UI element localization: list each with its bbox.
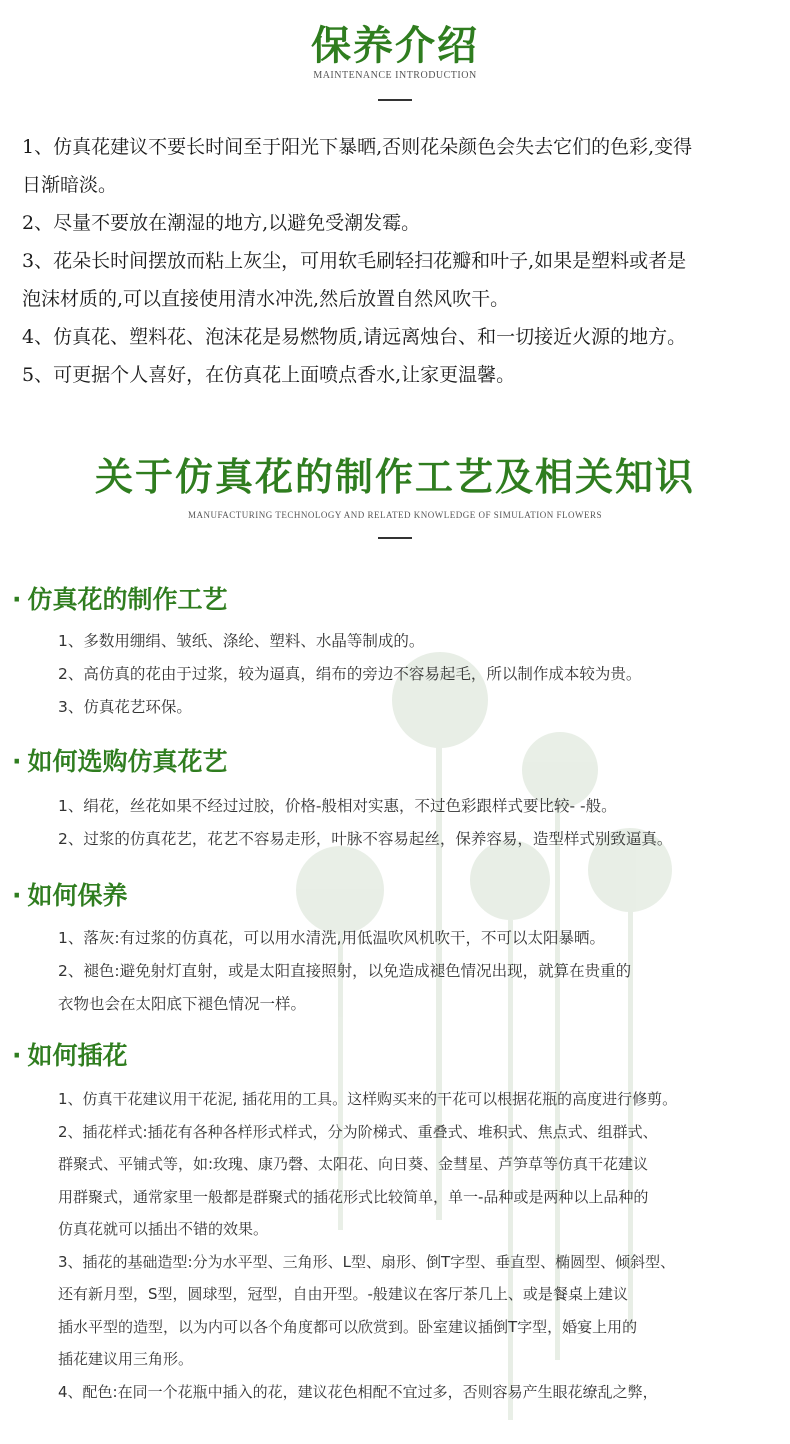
list-item: 插花建议用三角形。	[58, 1350, 194, 1368]
list-item: 用群聚式，通常家里一般都是群聚式的插花形式比较简单，单一-品种或是两种以上品种的	[58, 1187, 649, 1206]
buying-list	[58, 790, 778, 856]
list-item: 仿真花就可以插出不错的效果。	[58, 1220, 269, 1238]
list-item: 1、绢花，丝花如果不经过过胶，价格-般相对实惠，不过色彩跟样式要比较- -般。	[58, 797, 617, 815]
maintenance-item: 4、仿真花、塑料花、泡沫花是易燃物质,请远离烛台、和一切接近火源的地方。	[22, 326, 687, 348]
list-item: 1、多数用绷绢、皱纸、涤纶、塑料、水晶等制成的。	[58, 632, 425, 650]
maintenance-item: 1、仿真花建议不要长时间至于阳光下暴晒,否则花朵颜色会失去它们的色彩,变得	[22, 136, 693, 158]
list-item: 2、过浆的仿真花艺，花艺不容易走形，叶脉不容易起丝，保养容易，造型样式别致逼真。	[58, 830, 673, 848]
care-list	[58, 922, 778, 1021]
list-item: 4、配色:在同一个花瓶中插入的花，建议花色相配不宜过多，否则容易产生眼花缭乱之弊，	[58, 1382, 658, 1401]
list-item: 群聚式、平铺式等，如:玫瑰、康乃磬、太阳花、向日葵、金彗星、芦笋草等仿真干花建议	[58, 1155, 649, 1173]
list-item: 1、落灰:有过浆的仿真花，可以用水清洗,用低温吹风机吹干，不可以太阳暴晒。	[58, 929, 606, 947]
list-item: 2、褪色:避免射灯直射，或是太阳直接照射，以免造成褪色情况出现，就算在贵重的	[58, 962, 632, 980]
list-item: 还有新月型，S型，圆球型，冠型，自由开型。-般建议在客厅茶几上、或是餐桌上建议	[58, 1285, 628, 1303]
maintenance-item: 日渐暗淡。	[22, 174, 118, 196]
title-divider	[378, 537, 412, 539]
list-item: 1、仿真干花建议用干花泥, 插花用的工具。这样购买来的干花可以根据花瓶的高度进行修剪。	[58, 1090, 678, 1108]
maintenance-title: 保养介绍	[311, 22, 479, 69]
maintenance-list	[22, 128, 770, 394]
section-heading-arranging: · 如何插花	[12, 1041, 128, 1070]
maintenance-item: 泡沫材质的,可以直接使用清水冲洗,然后放置自然风吹干。	[22, 288, 510, 310]
manufacturing-subtitle: MANUFACTURING TECHNOLOGY AND RELATED KNOWLEDGE OF SIMULATION FLOWERS	[187, 510, 603, 520]
section-heading-buying: · 如何选购仿真花艺	[12, 747, 228, 776]
list-item: 2、插花样式:插花有各种各样形式样式，分为阶梯式、重叠式、堆积式、焦点式、组群式、	[58, 1122, 658, 1141]
maintenance-subtitle: MAINTENANCE INTRODUCTION	[313, 70, 477, 81]
list-item: 3、插花的基础造型:分为水平型、三角形、L型、扇形、倒T字型、垂直型、椭圆型、倾斜型、	[58, 1252, 676, 1271]
list-item: 插水平型的造型，以为内可以各个角度都可以欣赏到。卧室建议插倒T字型，婚宴上用的	[58, 1317, 638, 1336]
manufacturing-title: 关于仿真花的制作工艺及相关知识	[94, 454, 695, 499]
list-item: 3、仿真花艺环保。	[58, 698, 192, 716]
section-heading-craft: · 仿真花的制作工艺	[12, 585, 228, 614]
maintenance-item: 2、尽量不要放在潮湿的地方,以避免受潮发霉。	[22, 212, 421, 234]
title-divider	[378, 99, 412, 101]
section-heading-care: · 如何保养	[12, 881, 128, 910]
craft-list	[58, 625, 778, 724]
arranging-list	[58, 1083, 778, 1408]
list-item: 衣物也会在太阳底下褪色情况一样。	[58, 995, 307, 1013]
maintenance-item: 5、可更据个人喜好，在仿真花上面喷点香水,让家更温馨。	[22, 364, 516, 386]
maintenance-item: 3、花朵长时间摆放而粘上灰尘，可用软毛刷轻扫花瓣和叶子,如果是塑料或者是	[22, 250, 687, 272]
list-item: 2、高仿真的花由于过浆，较为逼真，绢布的旁边不容易起毛，所以制作成本较为贵。	[58, 665, 642, 683]
